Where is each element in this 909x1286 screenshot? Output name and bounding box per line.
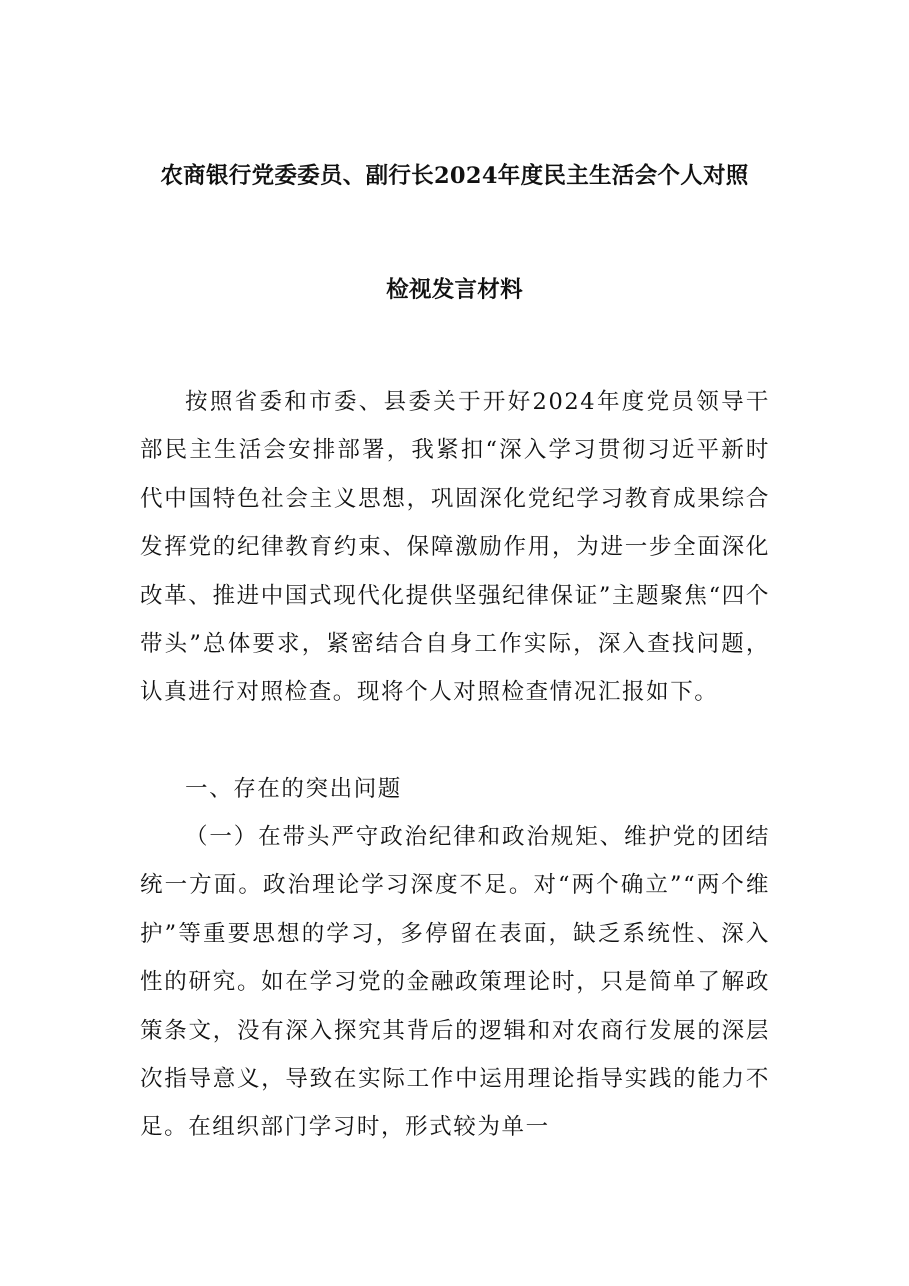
document-title-line2: 检视发言材料	[386, 277, 523, 303]
section-heading-block	[140, 765, 770, 813]
section-paragraph-block	[140, 813, 770, 1152]
intro-paragraph-block	[140, 378, 770, 717]
intro-paragraph: 按照省委和市委、县委关于开好2024年度党员领导干部民主生活会安排部署，我紧扣“深入学习贯彻习近平新时代中国特色社会主义思想，巩固深化党纪学习教育成果综合发挥党的纪律教育约束、保障激励作用，为进一步全面深化改革、推进中国式现代化提供坚强纪律保证”主题聚焦“四个带头”总体要求，紧密结合自身工作实际，深入查找问题，认真进行对照检查。现将个人对照检查情况汇报如下。	[140, 389, 770, 706]
section-paragraph: （一）在带头严守政治纪律和政治规矩、维护党的团结统一方面。政治理论学习深度不足。对“两个确立”“两个维护”等重要思想的学习，多停留在表面，缺乏系统性、深入性的研究。如在学习党的金融政策理论时，只是简单了解政策条文，没有深入探究其背后的逻辑和对农商行发展的深层次指导意义，导致在实际工作中运用理论指导实践的能力不足。在组织部门学习时，形式较为单一	[140, 824, 770, 1141]
document-title-line1: 农商银行党委委员、副行长2024年度民主生活会个人对照	[160, 163, 749, 189]
section-heading: 一、存在的突出问题	[185, 776, 402, 802]
